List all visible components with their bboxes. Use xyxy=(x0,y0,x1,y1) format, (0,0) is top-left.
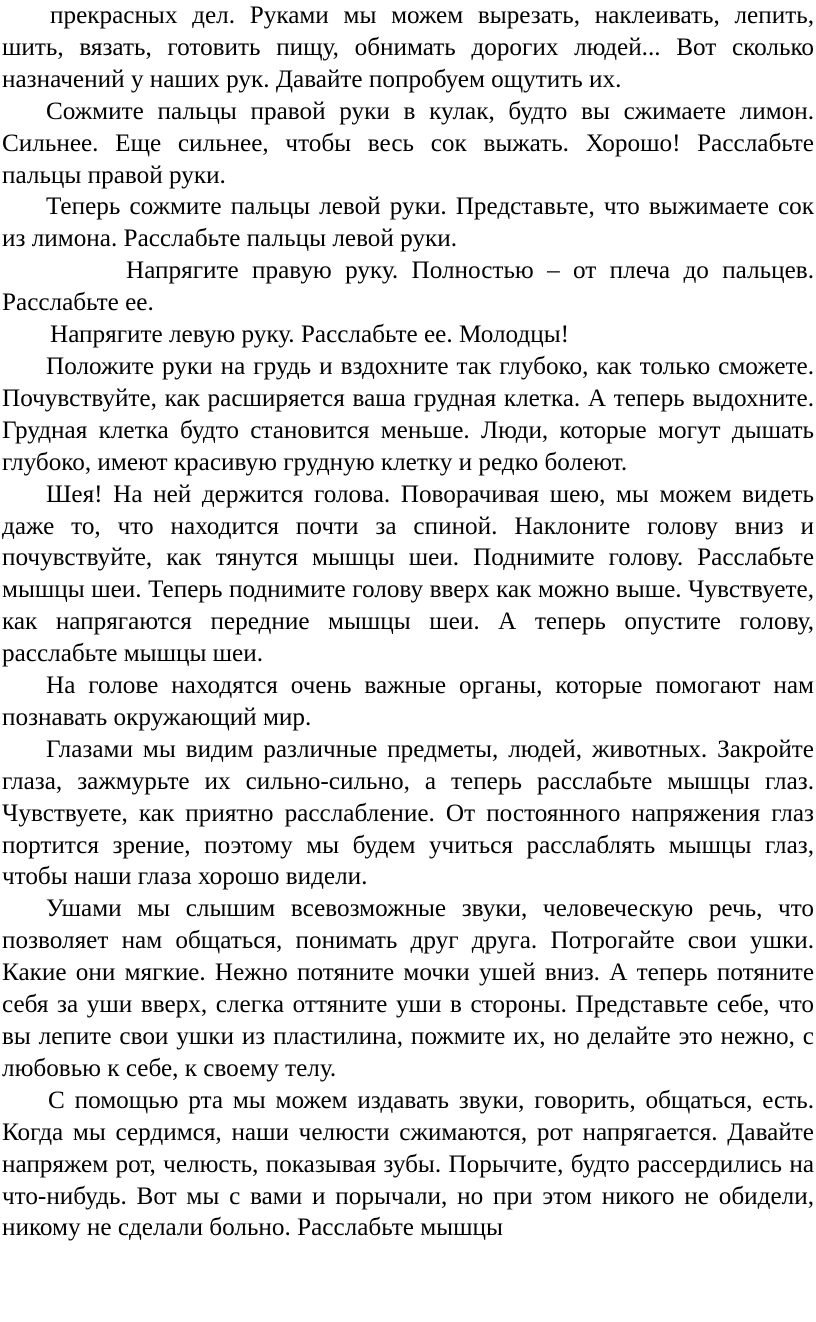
paragraph-hands-intro: прекрасных дел. Руками мы можем вырезать, наклеивать, лепить, шить, вязать, готовить пищу, обнимать дорогих людей... Вот сколько назначений у наших рук. Давайте попробуем ощутить их. xyxy=(2,2,814,93)
paragraph-ears: Ушами мы слышим всевозможные звуки, человеческую речь, что позволяет нам общаться, понимать друг друга. Потрогайте свои ушки. Какие они мягкие. Нежно потяните мочки ушей вниз. А теперь потяните себя за уши вверх, слегка оттяните уши в стороны. Представьте себе, что вы лепите свои ушки из пластилина, пожмите их, но делайте это нежно, с любовью к себе, к своему телу. xyxy=(2,895,814,1082)
paragraph-chest: Положите руки на грудь и вздохните так глубоко, как только сможете. Почувствуйте, как расширяется ваша грудная клетка. А теперь выдохните. Грудная клетка будто становится меньше. Люди, которые могут дышать глубоко, имеют красивую грудную клетку и редко болеют. xyxy=(2,352,814,476)
paragraph-mouth: С помощью рта мы можем издавать звуки, говорить, общаться, есть. Когда мы сердимся, наши челюсти сжимаются, рот напрягается. Давайте напряжем рот, челюсть, показывая зубы. Порычите, будто рассердились на что-нибудь. Вот мы с вами и порычали, но при этом никого не обидели, никому не сделали больно. Расслабьте мышцы xyxy=(2,1086,814,1242)
paragraph-right-fist: Сожмите пальцы правой руки в кулак, будто вы сжимаете лимон. Сильнее. Еще сильнее, чтобы весь сок выжать. Хорошо! Расслабьте пальцы правой руки. xyxy=(2,97,814,189)
paragraph-right-arm: Напрягите правую руку. Полностью – от плеча до пальцев. Расслабьте ее. xyxy=(2,257,814,317)
paragraph-left-arm: Напрягите левую руку. Расслабьте ее. Молодцы! xyxy=(50,321,570,349)
paragraph-left-fist: Теперь сожмите пальцы левой руки. Представьте, что выжимаете сок из лимона. Расслабьте пальцы левой руки. xyxy=(2,193,814,253)
paragraph-head: На голове находятся очень важные органы, которые помогают нам познавать окружающий мир. xyxy=(2,672,814,731)
paragraph-neck: Шея! На ней держится голова. Поворачивая шею, мы можем видеть даже то, что находится почти за спиной. Наклоните голову вниз и почувствуйте, как тянутся мышцы шеи. Поднимите голову. Расслабьте мышцы шеи. Теперь поднимите голову вверх как можно выше. Чувствуете, как напрягаются передние мышцы шеи. А теперь опустите голову, расслабьте мышцы шеи. xyxy=(2,480,814,668)
paragraph-eyes: Глазами мы видим различные предметы, людей, животных. Закройте глаза, зажмурьте их сильно-сильно, а теперь расслабьте мышцы глаз. Чувствуете, как приятно расслабление. От постоянного напряжения глаз портится зрение, поэтому мы будем учиться расслаблять мышцы глаз, чтобы наши глаза хорошо видели. xyxy=(2,735,814,891)
